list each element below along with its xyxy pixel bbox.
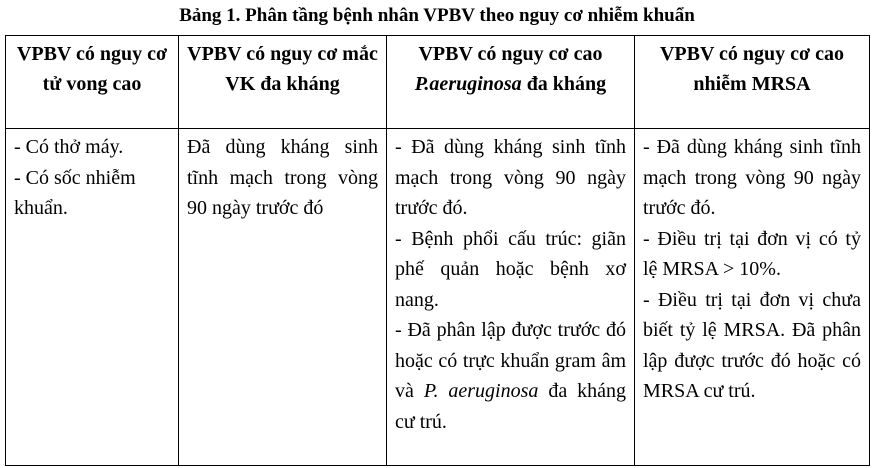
list-item-suffix: đa kháng cư trú. (395, 380, 626, 433)
list-item: - Bệnh phổi cấu trúc: giãn phế quản hoặc bệnh xơ nang. (395, 227, 626, 311)
table-header-row (6, 36, 870, 129)
cell-pseudomonas-risk (387, 129, 635, 466)
risk-stratification-table (5, 35, 870, 466)
header-pseudomonas-suffix: đa kháng (521, 73, 607, 95)
header-mdr-risk: VPBV có nguy cơ mắc VK đa kháng (179, 36, 387, 129)
header-mrsa-risk: VPBV có nguy cơ cao nhiễm MRSA (635, 36, 870, 129)
header-high-mortality-risk: VPBV có nguy cơ tử vong cao (6, 36, 179, 129)
list-item: - Có sốc nhiễm khuẩn. (14, 166, 136, 219)
list-item: - Có thở máy. (14, 136, 124, 158)
header-pseudomonas-prefix: VPBV có nguy cơ cao (418, 43, 603, 65)
list-item: - Điều trị tại đơn vị chưa biết tỷ lệ MRSA. Đã phân lập được trước đó hoặc có MRSA cư trú. (643, 288, 861, 402)
cell-high-mortality-risk (6, 129, 179, 466)
header-pseudomonas-species: P.aeruginosa (414, 73, 522, 95)
table-caption: Bảng 1. Phân tầng bệnh nhân VPBV theo nguy cơ nhiễm khuẩn (179, 5, 695, 26)
list-item: - Đã dùng kháng sinh tĩnh mạch trong vòng 90 ngày trước đó. (395, 136, 626, 219)
list-item (395, 315, 626, 437)
header-pseudomonas-risk (387, 36, 635, 129)
cell-mdr-risk-text: Đã dùng kháng sinh tĩnh mạch trong vòng 90 ngày trước đó (187, 136, 378, 219)
list-item-prefix: - Đã phân lập được trước đó hoặc có trực khuẩn gram âm và (395, 319, 626, 402)
list-item: - Đã dùng kháng sinh tĩnh mạch trong vòng 90 ngày trước đó. (643, 136, 861, 219)
table-row (6, 129, 870, 466)
cell-mdr-risk (179, 129, 387, 466)
cell-mrsa-risk (635, 129, 870, 466)
list-item: - Điều trị tại đơn vị có tỷ lệ MRSA > 10%. (643, 227, 861, 280)
species-name: P. aeruginosa (423, 380, 539, 402)
